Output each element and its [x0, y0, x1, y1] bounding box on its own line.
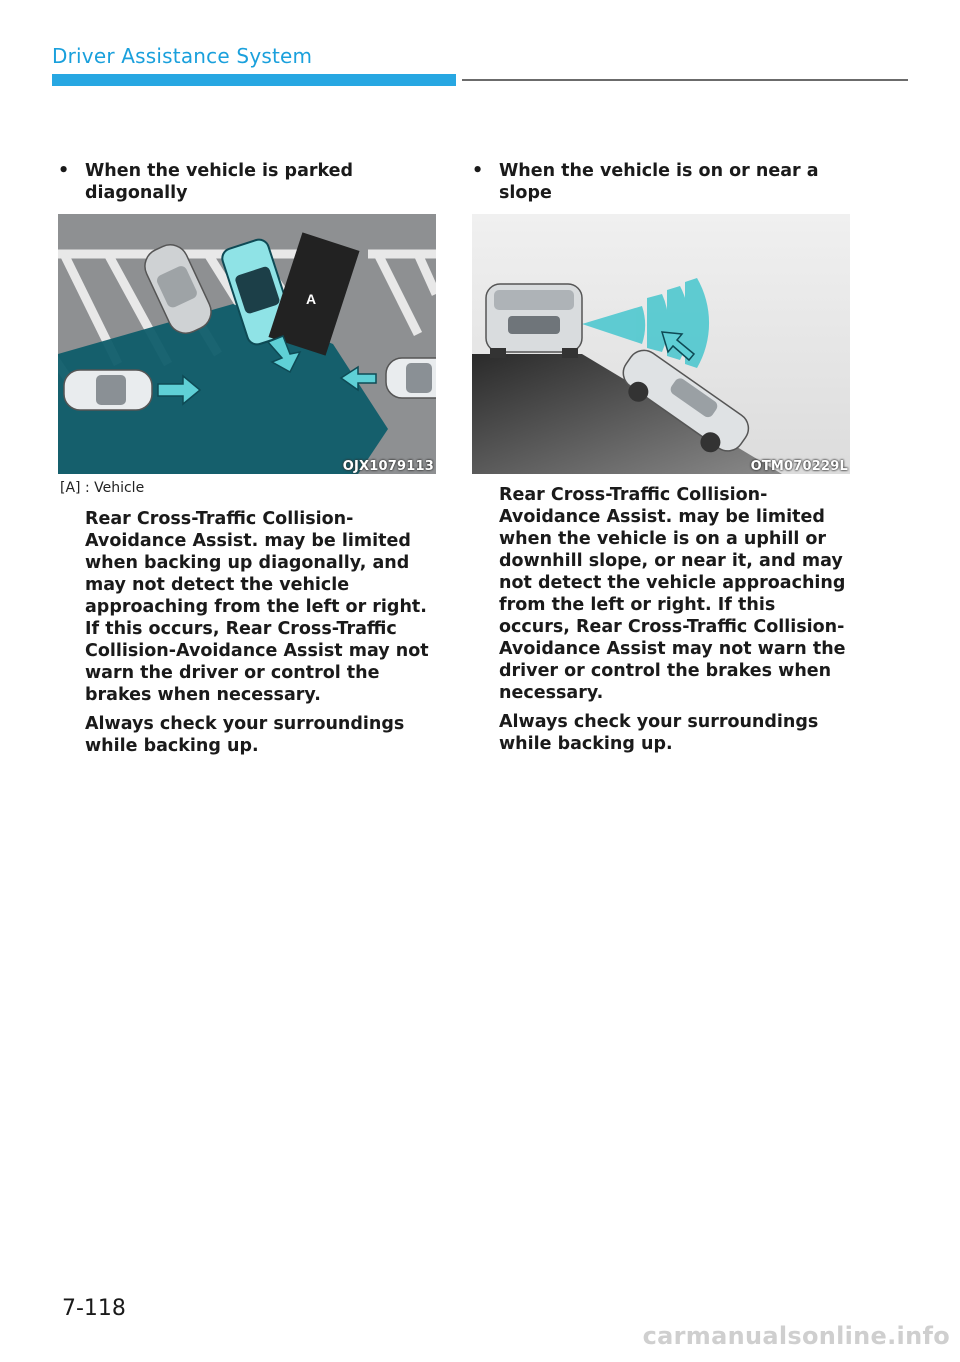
vehicle-a-label: A — [306, 291, 317, 307]
left-heading — [58, 160, 436, 204]
left-column — [58, 160, 436, 757]
right-heading — [472, 160, 850, 204]
left-paragraph-1: Rear Cross-Traffic Collision-Avoidance Assist. may be limited when backing up diagonally, and may not detect the vehicle approaching from the left or right. If this occurs, Rear Cross-Traffic Collision-Avoidance Assist may not warn the driver or control the brakes when necessary. — [85, 509, 429, 705]
right-paragraph-2: Always check your surroundings while backing up. — [499, 712, 819, 754]
right-column — [472, 160, 850, 755]
left-paragraph-2: Always check your surroundings while backing up. — [85, 714, 405, 756]
right-heading-text: When the vehicle is on or near a slope — [499, 161, 819, 203]
bullet-icon: • — [472, 161, 484, 181]
left-heading-text: When the vehicle is parked diagonally — [85, 161, 354, 203]
diagonal-parking-illustration — [58, 214, 436, 474]
page-number: 7-118 — [62, 1296, 126, 1321]
section-title: Driver Assistance System — [52, 44, 313, 68]
figure-code: OTM070229L — [750, 459, 848, 474]
watermark: carmanualsonline.info — [642, 1322, 950, 1350]
header-accent-bar — [52, 74, 456, 86]
figure-code: OJX1079113 — [342, 459, 434, 474]
header-rule — [462, 79, 908, 81]
bullet-icon: • — [58, 161, 70, 181]
right-paragraph-1: Rear Cross-Traffic Collision-Avoidance Assist. may be limited when the vehicle is on a uphill or downhill slope, or near it, and may not detect the vehicle approaching from the left or right. If this occurs, Rear Cross-Traffic Collision-Avoidance Assist may not warn the driver or control the brakes when necessary. — [499, 485, 846, 703]
figure-caption: [A] : Vehicle — [60, 480, 145, 496]
slope-illustration — [472, 214, 850, 474]
